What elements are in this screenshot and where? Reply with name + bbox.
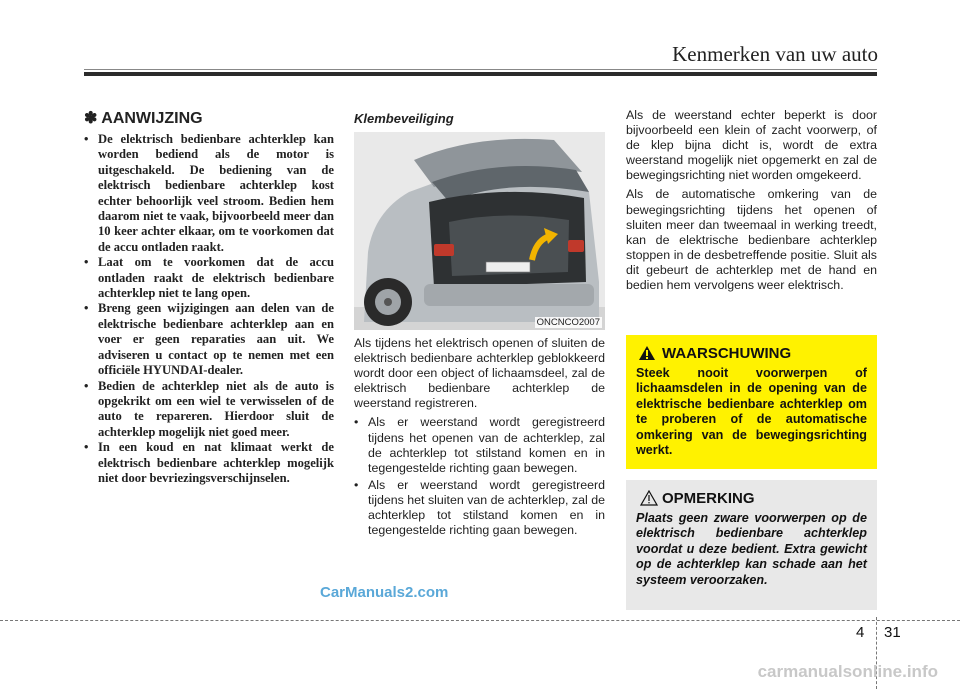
col3-text — [626, 108, 877, 297]
list-item: • Als er weerstand wordt geregistreerd tijdens het sluiten van de achterklep, zal de achterklep tot stilstand komen en in tegengestelde richting gaan bewegen. — [354, 477, 605, 538]
list-item: • Breng geen wijzigingen aan delen van de elektrische bedienbare achterklep aan en voer er geen reparaties aan uit. We adviseren u contact op te nemen met een officiële HYUNDAI-dealer. — [84, 301, 334, 378]
paragraph: Als de automatische omkering van de bewegingsrichting tijdens het openen of sluiten meer dan tweemaal in werking treedt, kan de elektrische bedienbare achterklep stoppen in de desbetreffende positie. Sluit als dit gebeurt de achterklep met de hand en bedien hem vervolgens weer elektrisch. — [626, 187, 877, 293]
note-list — [84, 132, 334, 486]
list-item: • De elektrisch bedienbare achterklep kan worden bediend als de motor is uitgeschakeld. De bediening van de elektrisch bedienbare achterklep kost echter behoorlijk veel stroom. Bedien hem daarom niet te vaak, bijvoorbeeld meer dan 10 keer achter elkaar, om te voorkomen dat de accu ontladen raakt. — [84, 132, 334, 254]
clamp-heading: Klembeveiliging — [354, 111, 454, 126]
warning-triangle-icon — [638, 345, 656, 366]
tailgate-photo — [354, 132, 605, 330]
note-heading: ✽ AANWIJZING — [84, 110, 203, 127]
list-item: • In een koud en nat klimaat werkt de elektrisch bedienbare achterklep mogelijk niet door bevriezingsverschijnselen. — [84, 440, 334, 485]
caution-title: OPMERKING — [662, 490, 755, 507]
caution-box — [626, 480, 877, 610]
clamp-list — [354, 415, 605, 538]
header-title: Kenmerken van uw auto — [672, 42, 878, 66]
footer-rule — [0, 620, 960, 621]
list-item: • Bedien de achterklep niet als de auto is opgekrikt om een wiel te verwisselen of de auto te repareren. Hierdoor sluit de achterklep mogelijk niet goed meer. — [84, 378, 334, 439]
watermark[interactable]: CarManuals2.com — [320, 584, 449, 601]
list-item: • Als er weerstand wordt geregistreerd tijdens het openen van de achterklep, zal de achterklep tot stilstand komen en in tegengestelde richting gaan bewegen. — [354, 415, 605, 475]
header-rule-thin — [84, 69, 877, 70]
site-watermark: carmanualsonline.info — [757, 662, 938, 681]
clamp-section — [354, 108, 605, 540]
warning-title: WAARSCHUWING — [662, 345, 792, 362]
warning-text: Steek nooit voorwerpen of lichaamsdelen in de opening van de elektrische bedienbare achterklep om te proberen of de automatische omkering van de bewegingsrichting werkt. — [636, 366, 867, 458]
image-code: ONCNCO2007 — [536, 317, 600, 328]
clamp-intro: Als tijdens het elektrisch openen of sluiten de elektrisch bedienbare achterklep geblokkeerd wordt door een object of lichaamsdeel, zal de elektrisch bedienbare achterklep de weerstand registreren. — [354, 336, 605, 411]
list-item: • Laat om te voorkomen dat de accu ontladen raakt de elektrisch bedienbare achterklep niet te lang open. — [84, 255, 334, 301]
note-section — [84, 108, 334, 486]
warning-box — [626, 335, 877, 469]
caution-text: Plaats geen zware voorwerpen op de elektrisch bedienbare achterklep voordat u deze bedient. Extra gewicht op de achterklep kan schade aan het systeem veroorzaken. — [636, 511, 867, 587]
caution-triangle-icon — [640, 490, 658, 511]
page-number: 31 — [884, 624, 901, 641]
chapter-number: 4 — [856, 624, 865, 641]
paragraph: Als de weerstand echter beperkt is door bijvoorbeeld een klein of zacht voorwerp, of de klep bijna dicht is, wordt de extra weerstand mogelijk niet opgemerkt en zal de bewegingsrichting niet worden omgekeerd. — [626, 108, 877, 183]
header-rule — [84, 72, 877, 76]
